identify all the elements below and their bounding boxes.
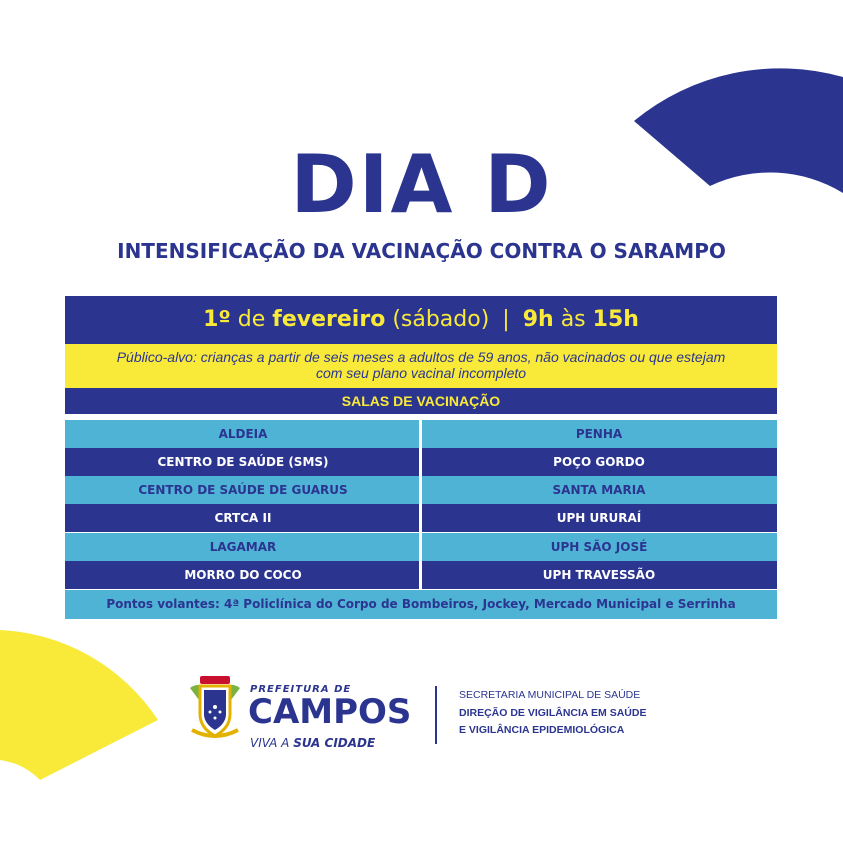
vaccination-table <box>65 296 777 619</box>
mobile-points-bar: Pontos volantes: 4ª Policlínica do Corpo de Bombeiros, Jockey, Mercado Municipal e Serrinha <box>65 590 777 619</box>
city-crest-icon <box>186 674 244 742</box>
yellow-arc-shape <box>0 630 158 780</box>
logo-city-name: CAMPOS <box>248 692 412 732</box>
time-as: às <box>560 307 586 332</box>
secretaria-line-3: E VIGILÂNCIA EPIDEMIOLÓGICA <box>459 724 625 736</box>
room-right: PENHA <box>421 420 777 448</box>
room-left: LAGAMAR <box>65 533 421 561</box>
logo-prefeitura-label: PREFEITURA DE <box>250 684 352 695</box>
secretaria-line-2: DIREÇÃO DE VIGILÂNCIA EM SAÚDE <box>459 707 647 719</box>
page-title: DIA D <box>290 138 553 231</box>
room-left: CRTCA II <box>65 504 421 532</box>
room-right: UPH TRAVESSÃO <box>421 561 777 589</box>
room-left: ALDEIA <box>65 420 421 448</box>
rooms-header: SALAS DE VACINAÇÃO <box>65 388 777 414</box>
room-left: MORRO DO COCO <box>65 561 421 589</box>
date-bar <box>65 296 777 344</box>
room-right: POÇO GORDO <box>421 448 777 476</box>
date-weekday: (sábado) <box>392 307 490 332</box>
target-audience-bar: Público-alvo: crianças a partir de seis meses a adultos de 59 anos, não vacinados ou que estejam com seu plano vacinal incompleto <box>65 344 777 388</box>
page-subtitle: INTENSIFICAÇÃO DA VACINAÇÃO CONTRA O SARAMPO <box>117 239 726 263</box>
room-left: CENTRO DE SAÚDE (SMS) <box>65 448 421 476</box>
slogan-plain: VIVA A <box>250 736 290 750</box>
room-left: CENTRO DE SAÚDE DE GUARUS <box>65 476 421 504</box>
room-right: UPH SÃO JOSÉ <box>421 533 777 561</box>
date-separator: | <box>502 307 510 332</box>
date-day: 1º <box>203 307 231 332</box>
room-right: SANTA MARIA <box>421 476 777 504</box>
room-right: UPH URURAÍ <box>421 504 777 532</box>
column-divider <box>419 420 422 590</box>
date-de: de <box>237 307 266 332</box>
slogan-bold: SUA CIDADE <box>293 736 376 750</box>
time-end: 15h <box>592 307 639 332</box>
time-start: 9h <box>522 307 554 332</box>
logo-slogan <box>250 736 375 750</box>
date-month: fevereiro <box>272 307 386 332</box>
logo-divider <box>435 686 437 744</box>
secretaria-line-1: SECRETARIA MUNICIPAL DE SAÚDE <box>459 689 641 701</box>
